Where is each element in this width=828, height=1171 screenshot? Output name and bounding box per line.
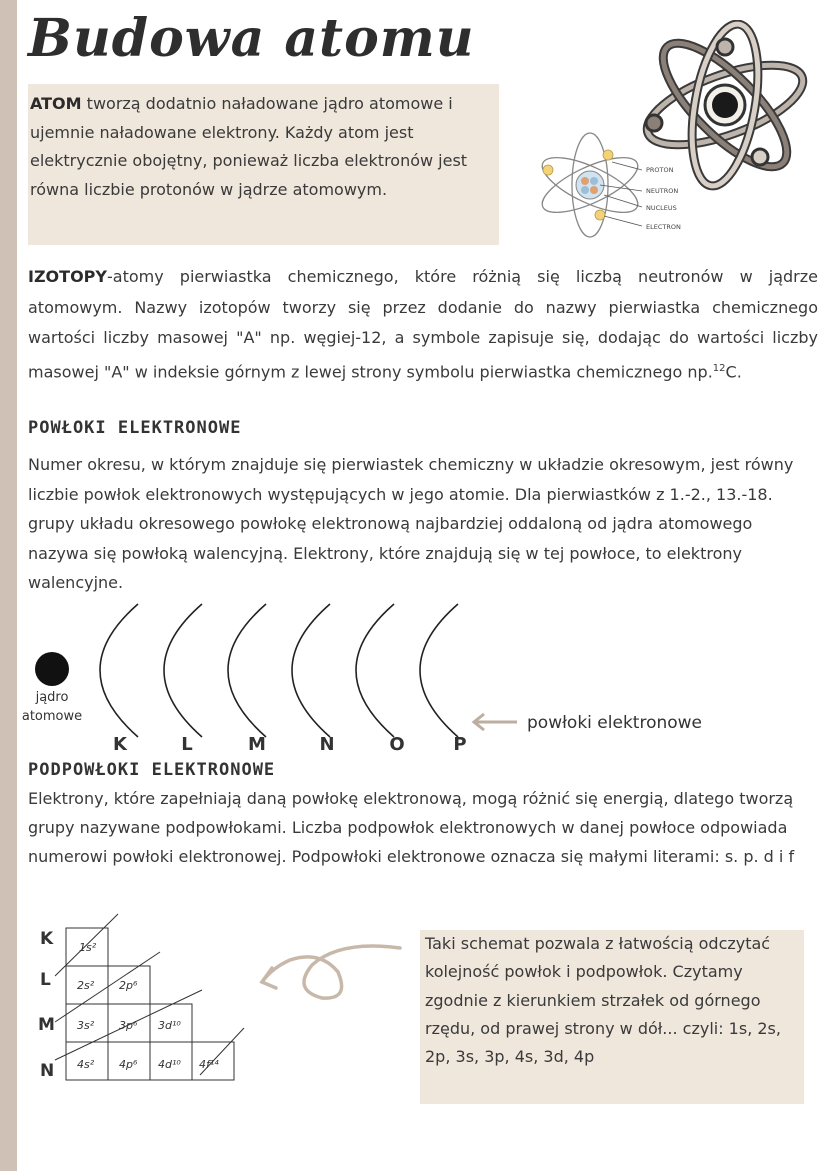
- isotopes-term: IZOTOPY: [28, 267, 107, 286]
- row-label-l: L: [40, 970, 51, 990]
- cell-3d: 3d¹⁰: [158, 1019, 181, 1032]
- diagonal-arrow: [55, 952, 160, 1022]
- arrow-left-icon: [474, 714, 517, 730]
- cell-2s: 2s²: [77, 979, 95, 992]
- diagonal-arrow: [55, 990, 202, 1060]
- shell-arc-n: [292, 604, 330, 737]
- shell-arc-p: [420, 604, 458, 737]
- row-label-m: M: [38, 1015, 55, 1035]
- label-neutron: NEUTRON: [646, 187, 679, 195]
- label-proton: PROTON: [646, 166, 674, 174]
- left-accent-bar: [0, 0, 17, 1171]
- cell-4s: 4s²: [77, 1058, 95, 1071]
- shell-letter-l: L: [181, 734, 193, 755]
- cell-1s: 1s²: [79, 941, 97, 954]
- cell-4p: 4p⁶: [119, 1058, 138, 1071]
- shell-letter-k: K: [113, 734, 127, 755]
- cell-4d: 4d¹⁰: [158, 1058, 181, 1071]
- shell-arc-l: [164, 604, 202, 737]
- schema-note: Taki schemat pozwala z łatwością odczytać kolejność powłok i podpowłok. Czytamy zgodnie z kierunkiem strzałek od górnego rzędu, od prawej strony w dół... czyli: 1s, 2s, 2p, 3s, 3p, 4s, 3d, 4p: [425, 934, 781, 1067]
- cell-4f: 4f¹⁴: [199, 1058, 219, 1071]
- subshells-heading: PODPOWŁOKI ELEKTRONOWE: [28, 760, 276, 780]
- subshells-paragraph: Elektrony, które zapełniają daną powłokę elektronową, mogą różnić się energią, dlatego tworzą grupy nazywane podpowłokami. Liczba podpowłok elektronowych w danej powłoce odpowiada numerowi powłoki elektronowej. Podpowłoki elektronowe oznacza się małymi literami: s. p. d i f: [28, 789, 795, 866]
- nucleus-icon: [35, 652, 69, 686]
- shell-letter-m: M: [248, 734, 266, 755]
- nucleus-label-2: atomowe: [21, 709, 83, 724]
- isotopes-paragraph: IZOTOPY-atomy pierwiastka chemicznego, które różnią się liczbą neutronów w jądrze atomowym. Nazwy izotopów tworzy się przez dodanie do nazwy pierwiastka chemicznego wartości liczby masowej "A" np. węgiej-12, a symbole zapisuje się, dodając do wartości liczby masowej "A" w indeksie górnym z lewej strony symbolu pierwiastka chemicznego np.$^{12}$C.: [28, 267, 818, 381]
- shell-letter-o: O: [389, 734, 405, 755]
- cell-2p: 2p⁶: [119, 979, 138, 992]
- diagonal-arrow: [55, 914, 118, 976]
- atom-definition: [30, 90, 492, 204]
- cell-3p: 3p⁶: [119, 1019, 138, 1032]
- nucleus-label-1: jądro: [35, 690, 69, 705]
- row-label-n: N: [40, 1061, 55, 1081]
- swirl-arrow-icon: [262, 946, 400, 998]
- shells-paragraph: Numer okresu, w którym znajduje się pierwiastek chemiczny w układzie okresowym, jest równy liczbie powłok elektronowych występujących w jego atomie. Dla pierwiastków z 1.-2., 13.-18. grupy układu okresowego powłokę elektronową najbardziej oddaloną od jądra atomowego nazywa się powłoką walencyjną. Elektrony, które znajdują się w tej powłoce, to elektrony walencyjne.: [28, 455, 794, 592]
- atom-term: ATOM: [30, 94, 82, 113]
- row-label-k: K: [40, 929, 54, 949]
- shell-arc-o: [356, 604, 394, 737]
- shell-letter-n: N: [319, 734, 335, 755]
- atom-illustration: [530, 20, 820, 250]
- label-electron: ELECTRON: [646, 223, 681, 231]
- shell-letter-p: P: [453, 734, 467, 755]
- atom-definition-text: tworzą dodatnio naładowane jądro atomowe i ujemnie naładowane elektrony. Każdy atom jest elektrycznie obojętny, ponieważ liczba elektronów jest równa liczbie protonów w jądrze atomowym.: [30, 94, 468, 199]
- page-title: Budowa atomu: [28, 8, 475, 69]
- shells-arrow-label: powłoki elektronowe: [527, 713, 703, 733]
- label-nucleus: NUCLEUS: [646, 204, 677, 212]
- shells-heading: POWŁOKI ELEKTRONOWE: [28, 418, 242, 438]
- shell-arc-k: [100, 604, 138, 737]
- cell-3s: 3s²: [77, 1019, 95, 1032]
- shell-arc-m: [228, 604, 266, 737]
- small-atom-icon: [535, 133, 644, 237]
